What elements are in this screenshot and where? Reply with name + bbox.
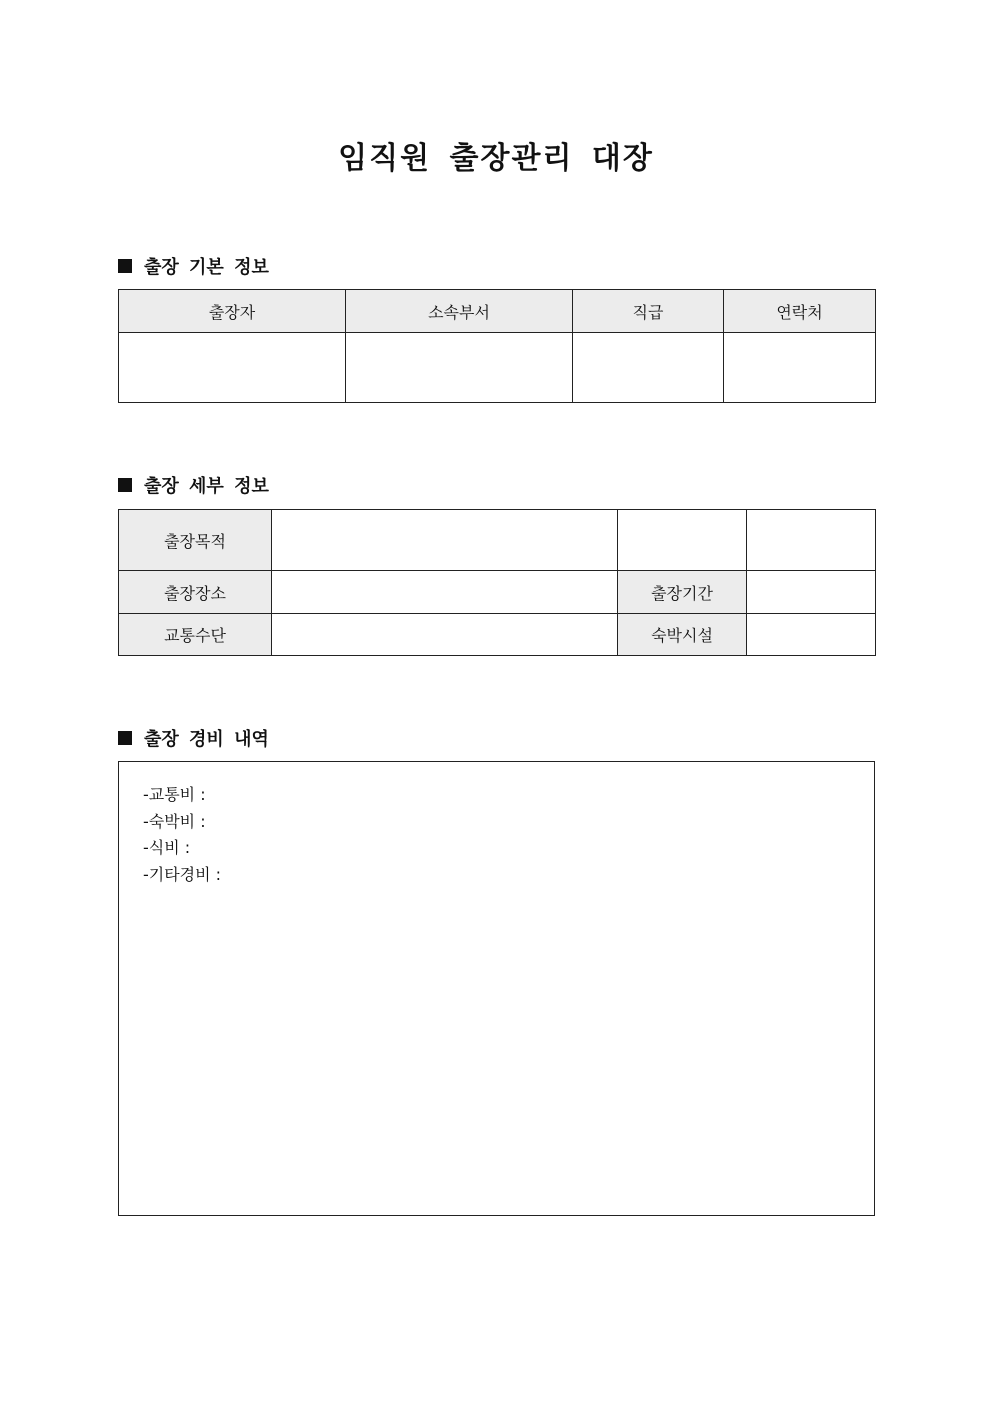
header-position: 직급 [573,290,724,333]
section-heading-basic [118,253,269,279]
cell-purpose-extra-label [618,510,747,571]
section-heading-basic-label: 출장 기본 정보 [144,257,269,278]
section-heading-expense-label: 출장 경비 내역 [144,729,269,750]
cell-department[interactable] [346,333,573,403]
expense-item-transport: -교통비 : [143,785,206,804]
expense-list [143,782,221,889]
label-purpose: 출장목적 [119,510,272,571]
header-department: 소속부서 [346,290,573,333]
label-transport: 교통수단 [119,614,272,656]
cell-purpose-extra-value[interactable] [747,510,876,571]
page-title: 임직원 출장관리 대장 [338,141,654,176]
cell-lodging[interactable] [747,614,876,656]
cell-location[interactable] [272,571,618,614]
cell-transport[interactable] [272,614,618,656]
expense-item-other: -기타경비 : [143,865,222,885]
label-location: 출장장소 [119,571,272,614]
square-bullet-icon [118,478,132,492]
section-heading-expense [118,725,269,751]
label-period: 출장기간 [618,571,747,614]
cell-period[interactable] [747,571,876,614]
square-bullet-icon [118,731,132,745]
expense-item-meals: -식비 : [143,838,191,858]
cell-position[interactable] [573,333,724,403]
section-heading-detail-label: 출장 세부 정보 [144,476,269,497]
label-lodging: 숙박시설 [618,614,747,656]
expense-box[interactable] [118,761,875,1216]
cell-traveler[interactable] [119,333,346,403]
square-bullet-icon [118,259,132,273]
header-traveler: 출장자 [119,290,346,333]
section-heading-detail [118,472,269,498]
header-contact: 연락처 [724,290,876,333]
detail-info-table [118,509,876,656]
basic-info-table [118,289,876,403]
expense-item-lodging: -숙박비 : [143,811,206,831]
cell-contact[interactable] [724,333,876,403]
cell-purpose[interactable] [272,510,618,571]
